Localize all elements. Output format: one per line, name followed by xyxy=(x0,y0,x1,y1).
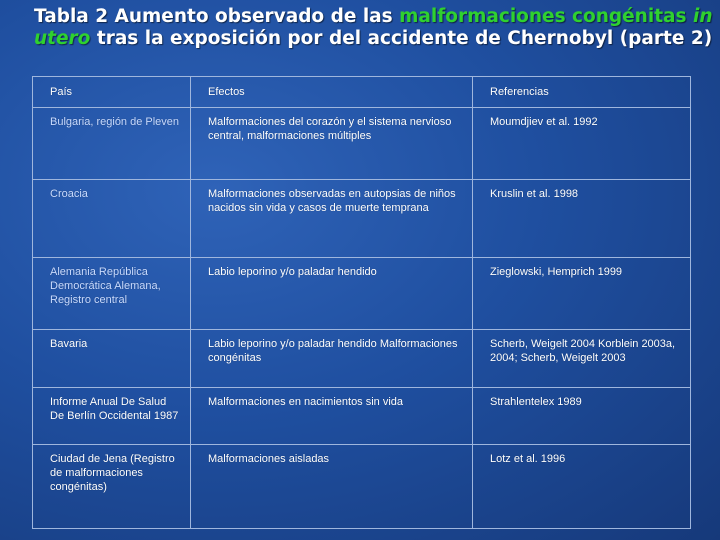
title-part-1: Tabla 2 Aumento observado de las xyxy=(34,6,400,27)
cell-references: Lotz et al. 1996 xyxy=(473,445,691,529)
cell-effects: Malformaciones en nacimientos sin vida xyxy=(191,388,473,445)
cell-references: Scherb, Weigelt 2004 Korblein 2003a, 2004; Scherb, Weigelt 2003 xyxy=(473,330,691,388)
table-container xyxy=(32,76,690,528)
header-effects: Efectos xyxy=(191,77,473,108)
cell-effects: Malformaciones aisladas xyxy=(191,445,473,529)
table-row xyxy=(33,445,691,529)
table-row xyxy=(33,258,691,330)
cell-references: Zieglowski, Hemprich 1999 xyxy=(473,258,691,330)
cell-references: Moumdjiev et al. 1992 xyxy=(473,108,691,180)
cell-country: Informe Anual De Salud De Berlín Occidental 1987 xyxy=(33,388,191,445)
cell-country: Ciudad de Jena (Registro de malformaciones congénitas) xyxy=(33,445,191,529)
cell-country: Croacia xyxy=(33,180,191,258)
title-italic: in utero xyxy=(34,6,713,49)
cell-country: Alemania República Democrática Alemana, Registro central xyxy=(33,258,191,330)
header-country: País xyxy=(33,77,191,108)
table-header-row xyxy=(33,77,691,108)
cell-effects: Malformaciones observadas en autopsias de niños nacidos sin vida y casos de muerte temprana xyxy=(191,180,473,258)
table-row xyxy=(33,108,691,180)
slide-title xyxy=(34,6,714,50)
header-references: Referencias xyxy=(473,77,691,108)
table-row xyxy=(33,330,691,388)
cell-country: Bavaria xyxy=(33,330,191,388)
table-row xyxy=(33,180,691,258)
cell-references: Kruslin et al. 1998 xyxy=(473,180,691,258)
malformations-table xyxy=(32,76,691,529)
cell-references: Strahlentelex 1989 xyxy=(473,388,691,445)
cell-effects: Malformaciones del corazón y el sistema nervioso central, malformaciones múltiples xyxy=(191,108,473,180)
cell-effects: Labio leporino y/o paladar hendido Malformaciones congénitas xyxy=(191,330,473,388)
table-row xyxy=(33,388,691,445)
title-highlight: malformaciones congénitas xyxy=(399,6,687,27)
title-part-2: tras la exposición por del accidente de Chernobyl (parte 2) xyxy=(90,28,713,49)
cell-country: Bulgaria, región de Pleven xyxy=(33,108,191,180)
cell-effects: Labio leporino y/o paladar hendido xyxy=(191,258,473,330)
